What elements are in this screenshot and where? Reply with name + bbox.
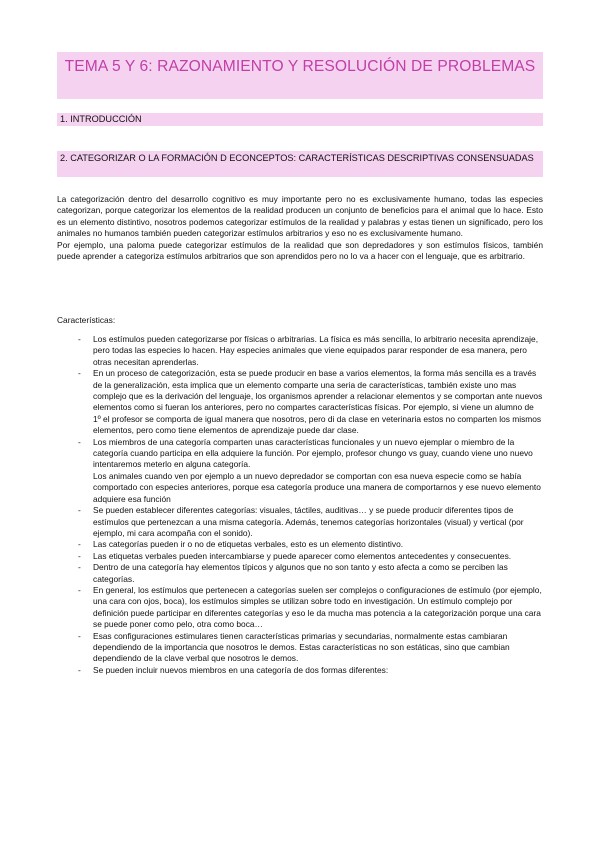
list-item bbox=[57, 539, 543, 550]
list-bullet-dash: - bbox=[78, 505, 81, 516]
list-item bbox=[57, 505, 543, 539]
list-item-text: Dentro de una categoría hay elementos típicos y algunos que no son tanto y esto afecta a como se perciben las categorías. bbox=[93, 562, 508, 584]
list-item-text: Esas configuraciones estimulares tienen características primarias y secundarias, normalmente estas cambiaran dependiendo de la importancia que nosotros le demos. Estas características no son estáticas, sino que cambian dependiendo de la clave verbal que nosotros le demos. bbox=[93, 630, 510, 664]
list-item bbox=[57, 368, 543, 436]
document-title: TEMA 5 Y 6: RAZONAMIENTO Y RESOLUCIÓN DE PROBLEMAS bbox=[64, 58, 536, 75]
intro-paragraph bbox=[57, 194, 543, 262]
list-item-text: En un proceso de categorización, esta se puede producir en base a varios elementos, la forma más sencilla es a través de la generalización, esta implica que un elemento comparte una seria de características, también existe uno mas complejo que es la derivación del lenguaje, los organismos aprender a relacionar elementos y se comportan ante nuevos elementos como si fueran los anteriores, pero no compartes características físicas. Por ejemplo, si viene un alumno de 1º el profesor se comporta de igual manera que nosotros, pero di da clase en veterinaria estos no comparten los mismos elementos, pero como tiene elementos de aprendizaje puede dar clase. bbox=[93, 368, 543, 436]
list-item-text: Se pueden incluir nuevos miembros en una categoría de dos formas diferentes: bbox=[93, 664, 389, 675]
list-item bbox=[57, 585, 543, 631]
list-item bbox=[57, 665, 543, 676]
list-bullet-dash: - bbox=[78, 562, 81, 573]
list-bullet-dash: - bbox=[78, 550, 81, 561]
list-bullet-dash: - bbox=[78, 334, 81, 344]
list-item-text: Los animales cuando ven por ejemplo a un nuevo depredador se comportan con esa nueva especie como se había comportado con especies anteriores, porque esa categoría produce una manera de comportarnos y ese nuevo elemento adquiere esa función bbox=[93, 470, 541, 504]
list-bullet-dash: - bbox=[78, 584, 81, 595]
list-item bbox=[57, 334, 543, 368]
list-item bbox=[57, 551, 543, 562]
list-item-text: Se pueden establecer diferentes categorías: visuales, táctiles, auditivas… y se puede producir diferentes tipos de estímulos que pertenezcan a una misma categoría. Además, tenemos categorías horizontales (visual) y vertical (por ejemplo, mi cara acompaña con el sonido). bbox=[93, 505, 524, 538]
list-item bbox=[57, 437, 543, 505]
list-bullet-dash: - bbox=[78, 630, 81, 641]
characteristics-label: Características: bbox=[57, 315, 116, 325]
section-2-heading: 2. CATEGORIZAR O LA FORMACIÓN D ECONCEPTOS: CARACTERÍSTICAS DESCRIPTIVAS CONSENSUADAS bbox=[60, 153, 534, 163]
list-item-text: Los estímulos pueden categorizarse por físicas o arbitrarias. La física es más sencilla, lo arbitrario necesita aprendizaje, pero todas las especies lo hacen. Hay especies animales que viene equipados parar responder de esa manera, pero otras necesitan aprenderlas. bbox=[93, 334, 539, 367]
list-item bbox=[57, 631, 543, 665]
intro-paragraph-2: Por ejemplo, una paloma puede categorizar estímulos de la realidad que son depredadores y son estímulos físicos, también puede aprender a categoriza estímulos arbitrarios que son aprendidos pero no lo va a hacer con el lenguaje, que es arbitrario. bbox=[57, 239, 543, 262]
list-bullet-dash: - bbox=[78, 368, 81, 379]
list-item-text: En general, los estímulos que pertenecen a categorías suelen ser complejos o configuraciones de estímulo (por ejemplo, una cara con ojos, boca), los estímulos simples se utilizan sobre todo en investigación. Un estímulo complejo por definición puede participar en diferentes categorías y eso le da mucha mas potencia a la categorización porque una cara se puede poner como pelo, otra como boca… bbox=[93, 584, 542, 630]
list-item-text: Las etiquetas verbales pueden intercambiarse y puede aparecer como elementos antecedentes y consecuentes. bbox=[93, 550, 512, 561]
list-item-text: Los miembros de una categoría comparten unas características funcionales y un nuevo ejemplar o miembro de la categoría cuando participa en ella adquiere la función. Por ejemplo, profesor chungo vs guay, cuando viene uno nuevo intentaremos meterlo en alguna categoría. bbox=[93, 436, 533, 470]
list-bullet-dash: - bbox=[78, 436, 81, 447]
list-item-text: Las categorías pueden ir o no de etiquetas verbales, esto es un elemento distintivo. bbox=[93, 539, 404, 550]
list-item bbox=[57, 562, 543, 585]
characteristics-list bbox=[57, 334, 543, 676]
list-bullet-dash: - bbox=[78, 664, 81, 675]
intro-paragraph-1: La categorización dentro del desarrollo cognitivo es muy importante pero no es exclusivamente humano, todas las especies categorizan, porque categorizar los elementos de la realidad producen un conjunto de beneficios para el animal que lo hace. Esto es un elemento distintivo, nosotros podemos categorizar estímulos de la realidad y palabras y estas tienen un significado, pero los animales no humanos también pueden categorizar estímulos arbitrarios y eso no es exclusivamente humano. bbox=[57, 194, 543, 239]
section-1-heading: 1. INTRODUCCIÓN bbox=[60, 114, 142, 124]
list-bullet-dash: - bbox=[78, 539, 81, 550]
